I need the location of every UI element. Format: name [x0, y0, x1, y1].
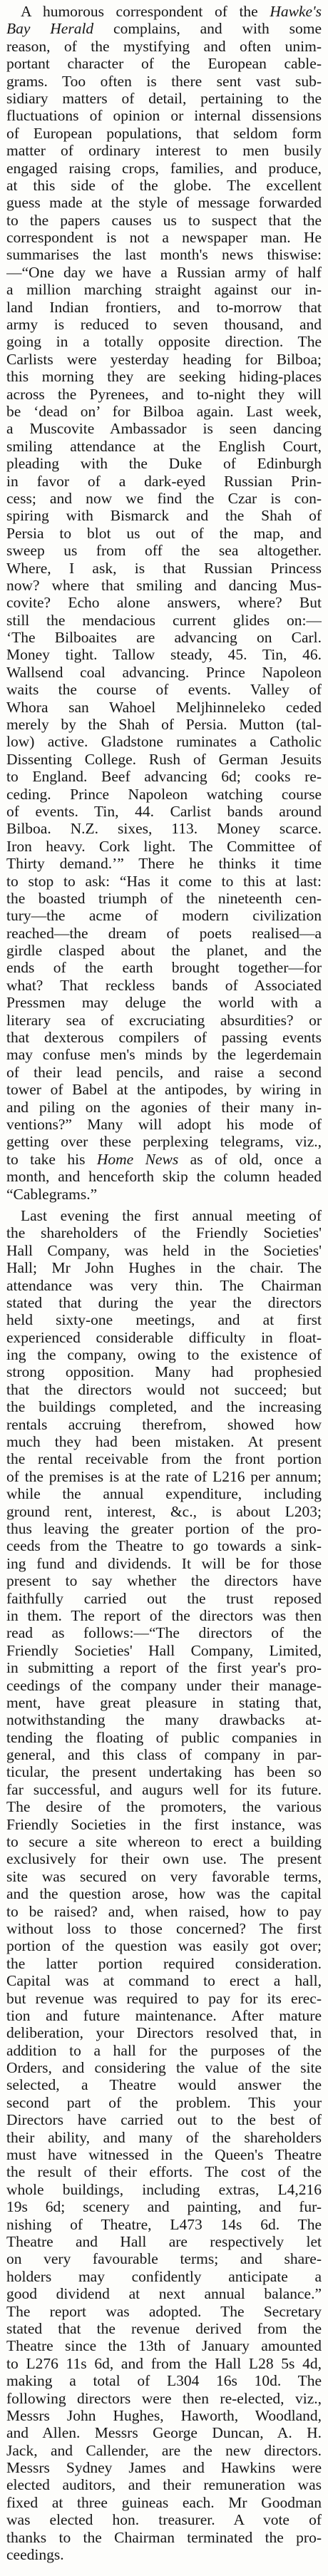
paragraph — [6, 1207, 322, 2563]
text-line: summarises the last month's news thiswise: — [6, 246, 322, 264]
text-line: grams. Too often is there sent vast sub- — [6, 72, 322, 90]
text-line: —“One day we have a Russian army of half — [6, 263, 322, 281]
text-line: the buildings completed, and the increasing — [6, 1398, 322, 1416]
text-line: the rental receivable from the front portion — [6, 1450, 322, 1468]
text-line: Pressmen may deluge the world with a — [6, 994, 322, 1012]
text-line: ventions?” Many will adopt his mode of — [6, 1116, 322, 1133]
text-line: elected auditors, and their remuneration was — [6, 2476, 322, 2494]
text-line: Hall Company, was held in the Societies' — [6, 1241, 322, 1259]
text-line: Capital was at command to erect a hall, — [6, 1972, 322, 1990]
text-line: Money tight. Tallow steady, 45. Tin, 46. — [6, 646, 322, 664]
text-line: still the mendacious current glides on:— — [6, 611, 322, 629]
text-line: and Allen. Messrs George Duncan, A. H. — [6, 2424, 322, 2442]
text-line: ticular, the present undertaking has been so — [6, 1763, 322, 1781]
text-line: Wallsend coal advancing. Prince Napoleon — [6, 663, 322, 681]
text-line: Directors have carried out to the best of — [6, 2111, 322, 2129]
text-line: merely by the Shah of Persia. Mutton (tal- — [6, 716, 322, 734]
text-line: faithfully carried out the trust reposed — [6, 1589, 322, 1607]
text-line: ‘The Bilboaites are advancing on Carl. — [6, 629, 322, 647]
text-line: tower of Babel at the antipodes, by wiring in — [6, 1081, 322, 1099]
text-line: to L276 11s 6d, and from the Hall L28 5s 4d, — [6, 2354, 322, 2372]
text-line: Messrs Sydney James and Hawkins were — [6, 2459, 322, 2477]
text-line: reached—the dream of poets realised—a — [6, 924, 322, 942]
text-line: ing fund and dividends. It will be for those — [6, 1554, 322, 1572]
text-line: spiring with Bismarck and the Shah of — [6, 507, 322, 525]
text-line: nishing of Theatre, L473 14s 6d. The — [6, 2215, 322, 2233]
text-line: of events. Tin, 44. Carlist bands around — [6, 802, 322, 820]
text-line: fluctuations of opinion or internal dissensions — [6, 107, 322, 125]
text-line: present to say whether the directors have — [6, 1572, 322, 1590]
publication-name: Hawke's — [270, 3, 322, 20]
text-line: a million marching straight against our in- — [6, 281, 322, 299]
text-line: must have witnessed in the Queen's Theatre — [6, 2146, 322, 2164]
text-line: Messrs John Hughes, Haworth, Woodland, — [6, 2406, 322, 2424]
text-line: good dividend at next annual balance.” — [6, 2285, 322, 2303]
text-line: ment, have great pleasure in stating that, — [6, 1693, 322, 1711]
text-line: site was secured on very favorable terms, — [6, 1867, 322, 1885]
line-text: A humorous correspondent of the — [21, 3, 270, 20]
text-line: tury—the acme of modern civilization — [6, 907, 322, 925]
text-line: the boasted triumph of the nineteenth cen- — [6, 889, 322, 907]
article-column — [6, 3, 322, 2563]
text-line: ceedings of the company under their manage- — [6, 1676, 322, 1694]
text-line: addition to a hall for the purposes of the — [6, 2041, 322, 2059]
text-line: their ability, and many of the shareholders — [6, 2128, 322, 2146]
text-line: much they had been mistaken. At present — [6, 1433, 322, 1451]
text-line: was elected hon. treasurer. A vote of — [6, 2511, 322, 2529]
text-line: the result of their efforts. The cost of the — [6, 2163, 322, 2181]
text-line: of European populations, that seldom form — [6, 124, 322, 142]
text-line: The report was adopted. The Secretary — [6, 2302, 322, 2320]
text-line — [6, 20, 322, 37]
text-line: selected, a Theatre would answer the — [6, 2076, 322, 2094]
text-line: of the premises is at the rate of L216 per annum; — [6, 1467, 322, 1485]
text-line: Persia to blot us out of the map, and — [6, 524, 322, 542]
text-line: read as follows:—“The directors of the — [6, 1624, 322, 1642]
text-line: of their lead pencils, and raise a second — [6, 1063, 322, 1081]
text-line: Orders, and considering the value of the site — [6, 2059, 322, 2077]
text-line: girdle clasped about the planet, and the — [6, 942, 322, 960]
text-line: portion of the question was easily got over; — [6, 1937, 322, 1955]
text-line: general, and this class of company in par- — [6, 1746, 322, 1764]
text-line: Where, I ask, is that Russian Princess — [6, 559, 322, 577]
publication-name: Home News — [96, 1150, 179, 1168]
text-line: sweep us from off the sea altogether. — [6, 542, 322, 560]
text-line: rentals accruing therefrom, showed how — [6, 1415, 322, 1433]
line-text: complains, and with some — [93, 20, 322, 38]
text-line: in submitting a report of the first year's pro- — [6, 1659, 322, 1677]
text-line: exclusively for their own use. The present — [6, 1850, 322, 1868]
text-line: what? That reckless bands of Associated — [6, 976, 322, 994]
text-line: a Muscovite Ambassador is seen dancing — [6, 420, 322, 438]
text-line: thus leaving the greater portion of the pro- — [6, 1519, 322, 1537]
text-line: tending the floating of public companies in — [6, 1728, 322, 1746]
text-line: 19s 6d; scenery and painting, and fur- — [6, 2198, 322, 2216]
paragraph — [6, 3, 322, 1203]
text-line: but revenue was required to pay for its erec- — [6, 1989, 322, 2007]
text-line: making a total of L304 16s 10d. The — [6, 2372, 322, 2390]
text-line: portant character of the European cable- — [6, 55, 322, 73]
text-line: to secure a site whereon to erect a building — [6, 1833, 322, 1851]
text-line: to the papers causes us to suspect that the — [6, 211, 322, 229]
text-line: thanks to the Chairman terminated the pro- — [6, 2528, 322, 2546]
text-line: attendance was very thin. The Chairman — [6, 1276, 322, 1294]
text-line: strong opposition. Many had prophesied — [6, 1363, 322, 1381]
text-line: be ‘dead on’ for Bilboa again. Last week, — [6, 402, 322, 420]
text-line: to stop to ask: “Has it come to this at last: — [6, 872, 322, 890]
text-line: deliberation, your Directors resolved that, in — [6, 2024, 322, 2042]
line-text: to take his — [6, 1150, 97, 1168]
text-line: sidiary matters of detail, pertaining to the — [6, 89, 322, 107]
text-line: this morning they are seeking hiding-places — [6, 368, 322, 386]
text-line: Friendly Societies in the first instance, was — [6, 1815, 322, 1833]
text-line: may confuse men's minds by the legerdemain — [6, 1046, 322, 1064]
text-line: in favor of a dark-eyed Russian Prin- — [6, 472, 322, 490]
text-line: Dissenting College. Rush of German Jesuits — [6, 750, 322, 768]
text-line: getting over these perplexing telegrams, viz., — [6, 1133, 322, 1151]
text-line: Friendly Societies' Hall Company, Limited, — [6, 1641, 322, 1659]
text-line: correspondent is not a newspaper man. He — [6, 229, 322, 247]
text-line: Carlists were yesterday heading for Bilboa; — [6, 350, 322, 368]
text-line: in them. The report of the directors was then — [6, 1606, 322, 1624]
text-line: far successful, and augurs well for its future. — [6, 1780, 322, 1798]
text-line: covite? Echo alone answers, where? But — [6, 594, 322, 612]
text-line: ground rent, interest, &c., is about L203; — [6, 1502, 322, 1520]
text-line: engaged raising crops, families, and produce, — [6, 159, 322, 177]
text-line: reason, of the mystifying and often unim- — [6, 37, 322, 55]
text-line: second part of the problem. This your — [6, 2093, 322, 2111]
text-line: low) active. Gladstone ruminates a Catholic — [6, 733, 322, 751]
text-line: smiling attendance at the English Court, — [6, 437, 322, 455]
text-line: army is reduced to seven thousand, and — [6, 316, 322, 334]
text-line: ceeds from the Theatre to go towards a sink- — [6, 1537, 322, 1555]
text-line: and the question arose, how was the capital — [6, 1885, 322, 1903]
line-text: as of old, once a — [178, 1150, 322, 1168]
text-line — [6, 3, 322, 20]
text-line — [6, 1151, 322, 1168]
text-line: without loss to those concerned? The first — [6, 1919, 322, 1937]
text-line: now? where that smiling and dancing Mus- — [6, 576, 322, 594]
text-line: held sixty-one meetings, and at first — [6, 1311, 322, 1329]
publication-name: Bay Herald — [6, 20, 94, 38]
text-line: ceedings. — [6, 2546, 64, 2564]
text-line: month, and henceforth skip the column headed — [6, 1168, 322, 1186]
text-line: while the annual expenditure, including — [6, 1485, 322, 1503]
text-line: Iron heavy. Cork light. The Committee of — [6, 837, 322, 855]
text-line: ceding. Prince Napoleon watching course — [6, 785, 322, 803]
text-line: that dexterous compilers of passing events — [6, 1029, 322, 1047]
text-line: following directors were then re-elected, viz., — [6, 2389, 322, 2407]
text-line: The desire of the promoters, the various — [6, 1798, 322, 1816]
text-line: notwithstanding the many drawbacks at- — [6, 1711, 322, 1729]
text-line: Theatre and Hall are respectively let — [6, 2233, 322, 2250]
text-line: Theatre since the 13th of January amounted — [6, 2337, 322, 2355]
text-line: stated that the revenue derived from the — [6, 2319, 322, 2337]
text-line: the latter portion required consideration. — [6, 1954, 322, 1972]
text-line: guess made at the style of message forwarded — [6, 194, 322, 212]
text-line: and piling on the agonies of their many in- — [6, 1098, 322, 1116]
text-line: going in a totally opposite direction. The — [6, 333, 322, 351]
text-line: to be raised? and, when raised, how to pay — [6, 1902, 322, 1920]
text-line: experienced considerable difficulty in float- — [6, 1328, 322, 1346]
text-line: whole buildings, including extras, L4,216 — [6, 2180, 322, 2198]
text-line: Bilboa. N.Z. sixes, 113. Money scarce. — [6, 820, 322, 838]
text-line: literary sea of excruciating absurdities? or — [6, 1011, 322, 1029]
text-line: Last evening the first annual meeting of — [21, 1206, 322, 1224]
text-line: tion and future maintenance. After mature — [6, 2006, 322, 2024]
text-line: on very favourable terms; and share- — [6, 2250, 322, 2268]
text-line: stated that during the year the directors — [6, 1293, 322, 1311]
text-line: the shareholders of the Friendly Societies' — [6, 1224, 322, 1242]
text-line: Hall; Mr John Hughes in the chair. The — [6, 1259, 322, 1277]
text-line: Thirty demand.’” There he thinks it time — [6, 855, 322, 873]
text-line: at this side of the globe. The excellent — [6, 176, 322, 194]
text-line: Jack, and Callender, are the new directors. — [6, 2441, 322, 2459]
text-line: cess; and now we find the Czar is con- — [6, 489, 322, 507]
text-line: waits the course of events. Valley of — [6, 681, 322, 699]
text-line: “Cablegrams.” — [6, 1185, 98, 1203]
text-line: pleading with the Duke of Edinburgh — [6, 455, 322, 473]
text-line: fixed at three guineas each. Mr Goodman — [6, 2493, 322, 2511]
text-line: land Indian frontiers, and to-morrow that — [6, 298, 322, 316]
text-line: matter of ordinary interest to men busily — [6, 142, 322, 160]
text-line: to England. Beef advancing 6d; cooks re- — [6, 768, 322, 786]
text-line: ends of the earth brought together—for — [6, 959, 322, 977]
text-line: Whora san Wahoel Meljhinneleko ceded — [6, 698, 322, 716]
text-line: across the Pyrenees, and to-night they will — [6, 385, 322, 403]
text-line: holders may confidently anticipate a — [6, 2267, 322, 2285]
text-line: ing the company, owing to the existence of — [6, 1346, 322, 1364]
text-line: that the directors would not succeed; but — [6, 1380, 322, 1398]
